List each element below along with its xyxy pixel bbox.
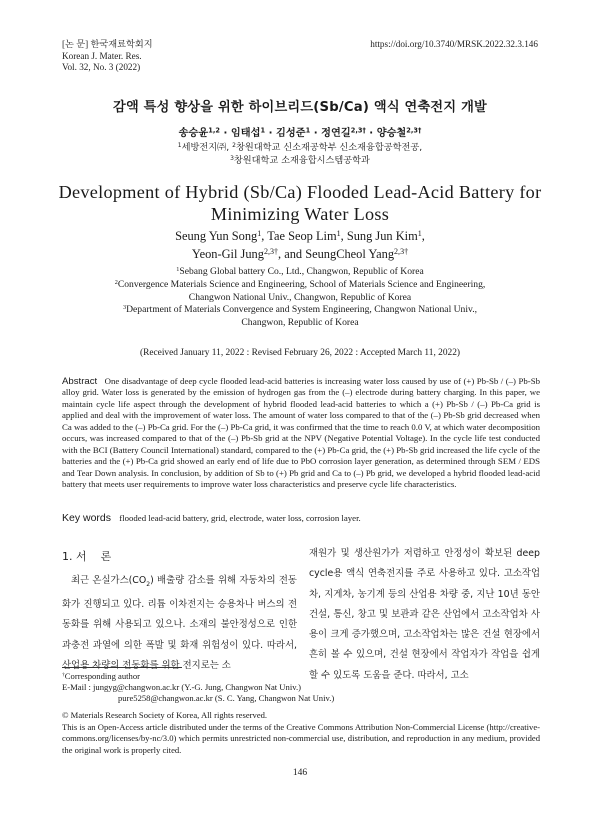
author-separator: · xyxy=(310,128,322,139)
korean-title: 감액 특성 향상을 위한 하이브리드(Sb/Ca) 액식 연축전지 개발 xyxy=(113,100,487,115)
section-number: 1. xyxy=(62,550,73,563)
section-heading xyxy=(62,548,111,564)
english-authors xyxy=(0,228,600,263)
author-affiliation-mark: 2,3† xyxy=(263,246,279,256)
author-affiliation-mark: 1 xyxy=(336,228,341,238)
author-separator: · xyxy=(265,128,277,139)
author-affiliation-mark: 1 xyxy=(305,126,311,135)
english-title-line-1: Development of Hybrid (Sb/Ca) Flooded Lead-Acid Battery for xyxy=(58,182,542,202)
abstract-label: Abstract xyxy=(62,376,98,387)
author-affiliation-mark: 2,3† xyxy=(350,126,366,135)
footnote-divider xyxy=(62,667,182,668)
author-name: Tae Seop Lim xyxy=(267,229,337,243)
author-name: Yeon-Gil Jung xyxy=(191,246,264,261)
author-separator: · xyxy=(365,128,377,139)
korean-affiliation-line: $^1$세방전지㈜, $^2$창원대학교 신소재공학부 신소재융합공학전공, xyxy=(177,142,423,153)
journal-volume: Vol. 32, No. 3 (2022) xyxy=(62,62,141,72)
copyright-line: © Materials Research Society of Korea, All rights reserved. xyxy=(62,710,268,720)
korean-authors xyxy=(0,124,600,139)
license-text: This is an Open-Access article distributed under the terms of the Creative Commons Attribution Non-Commercial License (http://creative-commons.org/licenses/by-nc/3.0) which permits unrestricted non-commercial use, distribution, and reproduction in any medium, provided the original work is properly cited. xyxy=(62,722,540,755)
journal-name-english: Korean J. Mater. Res. xyxy=(62,50,142,61)
author-affiliation-mark: 1 xyxy=(417,228,422,238)
english-authors-line-1: Seung Yun Song$^1$, Tae Seop Lim$^1$, Sung Jun Kim$^1$, xyxy=(175,228,425,243)
keywords-label: Key words xyxy=(62,512,112,524)
journal-name-korean: [논 문] 한국재료학회지 xyxy=(62,39,153,49)
author-affiliation-mark: 1 xyxy=(260,126,266,135)
korean-affiliations xyxy=(0,141,600,167)
author-name: Seung Yun Song xyxy=(175,229,258,243)
email-line-1: E-Mail : jungyg@changwon.ac.kr (Y.-G. Jung, Changwon Nat Univ.) xyxy=(62,682,301,692)
author-separator: · xyxy=(219,128,231,139)
author-name: Sung Jun Kim xyxy=(346,229,418,243)
english-affiliations xyxy=(0,266,600,330)
author-affiliation-mark: 1,2 xyxy=(208,126,220,135)
author-name: 김성준 xyxy=(276,128,306,139)
affiliation-line: Changwon, Republic of Korea xyxy=(241,317,359,329)
author-name: 송승윤 xyxy=(178,128,209,139)
author-name: SeungCheol Yang xyxy=(305,246,395,261)
keywords xyxy=(62,512,361,524)
author-affiliation-mark: 2,3† xyxy=(406,126,422,135)
doi-link[interactable]: https://doi.org/10.3740/MRSK.2022.32.3.146 xyxy=(370,39,538,49)
author-name: 양승철 xyxy=(376,128,407,139)
author-name: 정연길 xyxy=(321,128,351,139)
affiliation-line: $^2$Convergence Materials Science and Engineering, School of Materials Science and Engineering, xyxy=(114,278,486,290)
english-title xyxy=(0,182,600,225)
body-column-right: 재원가 및 생산원가가 저렴하고 안정성이 확보된 deep cycle용 액식 연축전지를 주로 사용하고 있다. 고소작업차, 지게차, 농기계 등의 산업용 차량 중, 지난 10년 동안 건설, 통신, 창고 및 보관과 같은 산업에서 고소작업차 사용이 크게 증가했으며, 고소작업차는 많은 건설 현장에서 흔히 볼 수 있으며, 건설 현장에서 작업자가 작업을 쉽게 할 수 있도록 도움을 준다. 따라서, 고소 xyxy=(309,548,540,681)
section-title: 서 론 xyxy=(76,550,112,563)
page-number: 146 xyxy=(292,768,308,778)
author-affiliation-mark: 2,3† xyxy=(394,246,409,256)
journal-header xyxy=(62,39,153,74)
email-line-2: pure5258@changwon.ac.kr (S. C. Yang, Changwon Nat Univ.) xyxy=(118,693,335,703)
korean-affiliation-line: $^3$창원대학교 소재융합시스템공학과 xyxy=(230,155,370,166)
body-column-left: 최근 온실가스$(CO_2)$ 배출량 감소를 위해 자동차의 전동화가 진행되고 있다. 리튬 이차전지는 승용차나 버스의 전동화를 위해 사용되고 있으나. 소재의 불안정성으로 인한 과충전 과열에 의한 폭발 및 화재 위험성이 있다. 따라서, 산업용 차량의 전동화를 위한 전지로는 소 xyxy=(62,575,297,672)
abstract-text: One disadvantage of deep cycle flooded lead-acid batteries is increasing water loss caused by use of (+) Pb-Sb / (–) Pb-Sb alloy grid. Water loss is generated by the emission of hydrogen gas from the (–) electrode during battery charging. In this paper, we maintain cycle life aspect through the development of hybrid flooded lead-acid batteries to which a (+) Pb-Sb / (–) Pb-Ca grid is applied and deal with the improvement of water loss. The amount of water loss compared to that of the (–) Pb-Sb grid decreased when Ca was added to the (–) Pb-Ca grid. For the (–) Pb-Ca grid, it was confirmed that the time to reach 0.0 V, at which water decomposition occurs, was increased compared to that of the (–) Pb-Sb grid at the NPV (Negative Potential Voltage). In the cycle life test conducted with the BCI (Battery Council International) standard, compared to the (+) Pb-Ca grid, the (+) Pb-Sb grid increased the life cycle of the batteries and the (+) Pb-Ca grid showed an early end of life due to PbO corrosion layer generation, as determined through SEM / EDS and Tear Down analysis. In conclusion, by addition of Sb to (+) Pb grid and Ca to (–) Pb grid, we developed a hybrid flooded lead-acid battery that meets user requirements to improve water loss characteristics and preserve cycle life characteristics. xyxy=(62,376,540,490)
affiliation-line: Changwon National Univ., Changwon, Republic of Korea xyxy=(188,291,412,303)
english-title-line-2: Minimizing Water Loss xyxy=(210,203,390,224)
english-authors-line-2: Yeon-Gil Jung$^{2,3\dagger}$, and SeungCheol Yang$^{2,3\dagger}$ xyxy=(191,246,409,261)
abstract xyxy=(62,376,540,491)
corresponding-author-note: †Corresponding author xyxy=(62,671,140,681)
keywords-text: flooded lead-acid battery, grid, electrode, water loss, corrosion layer. xyxy=(119,513,361,523)
affiliation-line: $^1$Sebang Global battery Co., Ltd., Changwon, Republic of Korea xyxy=(176,265,424,277)
author-affiliation-mark: 1 xyxy=(257,228,262,238)
affiliation-line: $^3$Department of Materials Convergence and System Engineering, Changwon National Univ., xyxy=(122,304,477,316)
author-name: 임태섭 xyxy=(230,128,261,139)
received-dates: (Received January 11, 2022 : Revised February 26, 2022 : Accepted March 11, 2022) xyxy=(139,348,461,358)
